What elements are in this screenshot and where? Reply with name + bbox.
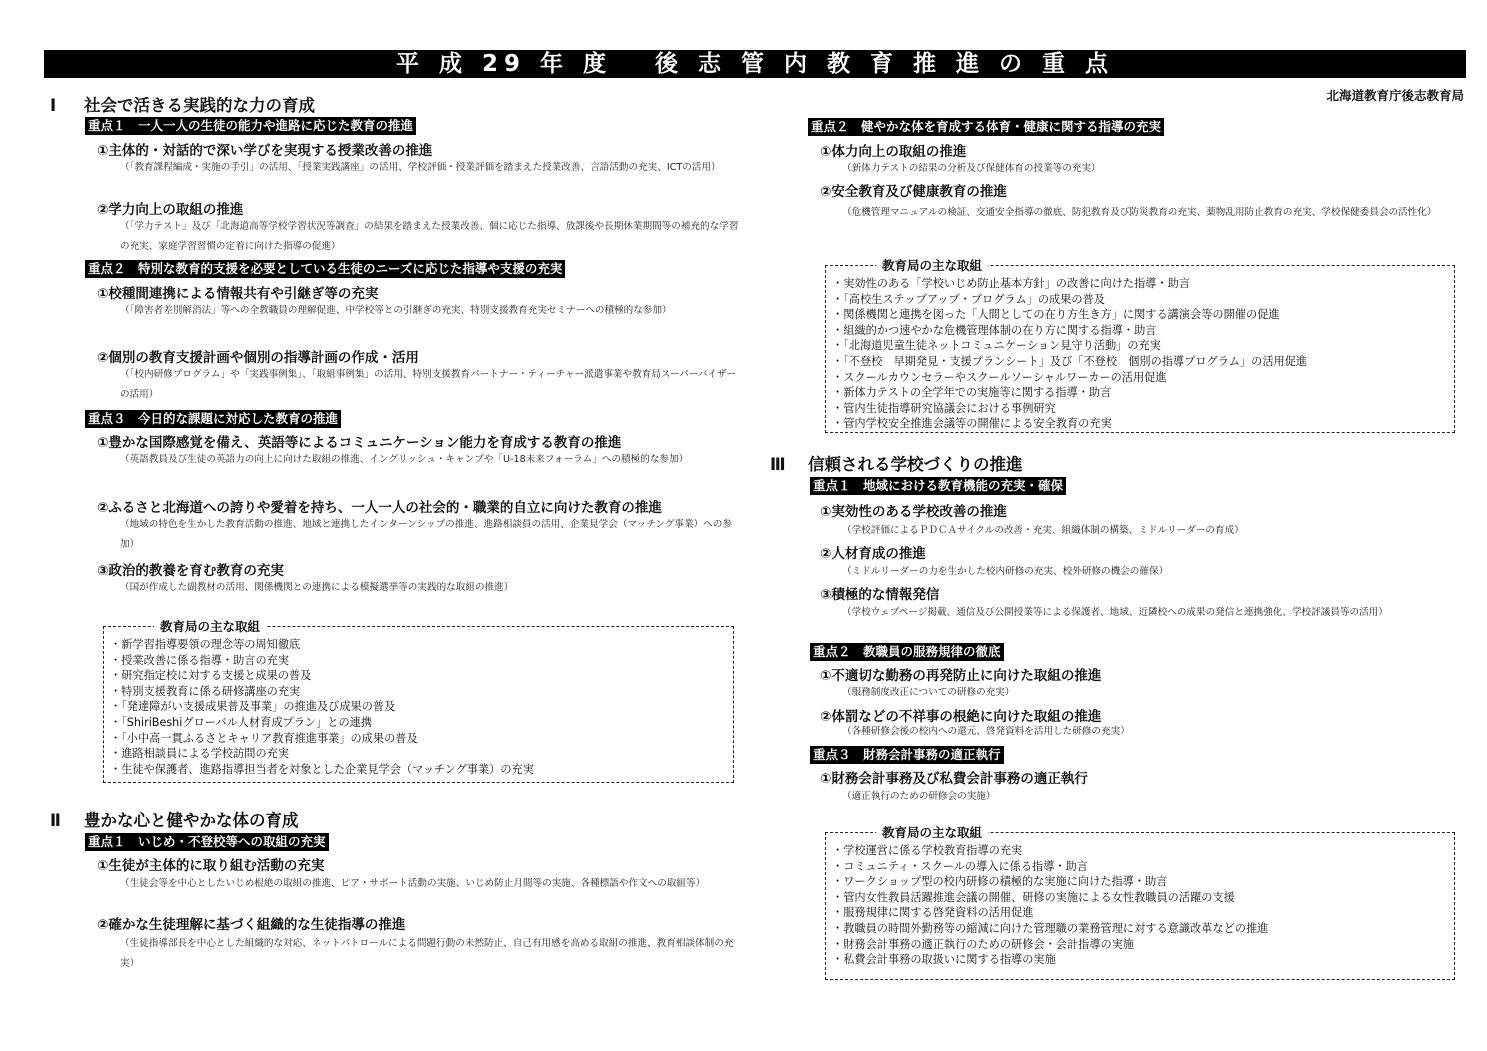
item-title: ②学力向上の取組の推進 — [97, 202, 244, 218]
item-description: （地域の特色を生かした教育活動の推進、地域と連携したインターンシップの推進、進路相談員の活用、企業見学会（マッチング事業）への参加） — [120, 519, 732, 550]
list-item: ・ スクールカウンセラーやスクールソーシャルワーカーの活用促進 — [832, 370, 1307, 386]
list-item: ・ 生徒や保護者、進路指導担当者を対象とした企業見学会（マッチング事業）の充実 — [110, 762, 534, 778]
focus-bar: 重点３ 今日的な課題に対応した教育の推進 — [85, 410, 341, 428]
section-number: Ⅱ — [50, 811, 61, 830]
list-item: ・ 授業改善に係る指導・助言の充実 — [110, 653, 534, 669]
bureau-initiatives-box — [825, 825, 1455, 980]
focus-bar: 重点２ 教職員の服務規律の徹底 — [810, 643, 1004, 661]
list-item: ・ 財務会計事務の適正執行のための研修会・会計指導の実施 — [832, 937, 1268, 953]
list-item: ・ 「ShiriBeshiグローバル人材育成プラン」との連携 — [110, 715, 534, 731]
item-description: （国が作成した副教材の活用、関係機関との連携による模擬選挙等の実践的な取組の推進） — [120, 582, 514, 593]
list-item: ・ 新学習指導要領の理念等の周知徹底 — [110, 637, 534, 653]
bureau-initiatives-box — [103, 619, 734, 783]
section-heading — [50, 807, 299, 831]
section-number: Ⅰ — [50, 96, 57, 115]
list-item: ・ 組織的かつ速やかな危機管理体制の在り方に関する指導・助言 — [832, 323, 1307, 339]
section-number: Ⅲ — [770, 455, 786, 474]
item-title: ②人材育成の推進 — [820, 546, 926, 562]
item-title: ③政治的教養を育む教育の充実 — [97, 563, 284, 579]
item-description: （英語教員及び生徒の英語力の向上に向けた取組の推進、イングリッシュ・キャンプや「U-18未来フォーラム」への積極的な参加） — [120, 454, 689, 465]
organization-name: 北海道教育庁後志教育局 — [1326, 88, 1464, 103]
item-title: ①体力向上の取組の推進 — [820, 144, 967, 160]
item-description: （生徒会等を中心としたいじめ根絶の取組の推進、ピア・サポート活動の実施、いじめ防止月間等の実施、各種標語や作文への取組等） — [120, 878, 706, 889]
section-title: 信頼される学校づくりの推進 — [808, 455, 1023, 474]
list-item: ・ 関係機関と連携を図った「人間としての在り方生き方」に関する講演会等の開催の促進 — [832, 307, 1307, 323]
bureau-initiatives-box — [825, 258, 1455, 433]
list-item: ・ 特別支援教育に係る研修講座の充実 — [110, 684, 534, 700]
item-title: ③積極的な情報発信 — [820, 587, 940, 603]
initiatives-list — [832, 276, 1307, 432]
item-description: （ミドルリーダーの力を生かした校内研修の充実、校外研修の機会の確保） — [842, 566, 1169, 577]
section-heading — [770, 451, 1023, 475]
list-item: ・ 私費会計事務の取扱いに関する指導の実施 — [832, 952, 1268, 968]
list-item: ・ 「発達障がい支援成果普及事業」の推進及び成果の普及 — [110, 699, 534, 715]
item-title: ②ふるさと北海道への誇りや愛着を持ち、一人一人の社会的・職業的自立に向けた教育の推進 — [97, 500, 662, 516]
item-description: （「学力テスト」及び「北海道高等学校学習状況等調査」の結果を踏まえた授業改善、個に応じた指導、放課後や長期休業期間等の補充的な学習の充実、家庭学習習慣の定着に向けた指導の促進） — [120, 221, 739, 252]
item-title: ①生徒が主体的に取り組む活動の充実 — [97, 858, 325, 874]
item-title: ①豊かな国際感覚を備え、英語等によるコミュニケーション能力を育成する教育の推進 — [97, 435, 622, 451]
item-description: （「教育課程編成・実施の手引」の活用、「授業実践講座」の活用、学校評価・授業評価を踏まえた授業改善、言語活動の充実、ICTの活用） — [120, 162, 721, 173]
list-item: ・ 学校運営に係る学校教育指導の充実 — [832, 843, 1268, 859]
item-description: （新体力テストの結果の分析及び保健体育の授業等の充実） — [842, 163, 1101, 174]
item-title: ①不適切な勤務の再発防止に向けた取組の推進 — [820, 668, 1102, 684]
focus-bar: 重点１ 一人一人の生徒の能力や進路に応じた教育の推進 — [85, 117, 416, 135]
focus-bar: 重点１ 地域における教育機能の充実・確保 — [810, 477, 1066, 495]
item-title: ②体罰などの不祥事の根絶に向けた取組の推進 — [820, 709, 1102, 725]
list-item: ・ ワークショップ型の校内研修の積極的な実施に向けた指導・助言 — [832, 874, 1268, 890]
list-item: ・ 研究指定校に対する支援と成果の普及 — [110, 668, 534, 684]
focus-bar: 重点３ 財務会計事務の適正執行 — [810, 746, 1004, 764]
item-title: ①校種間連携による情報共有や引継ぎ等の充実 — [97, 286, 379, 302]
list-item: ・ コミュニティ・スクールの導入に係る指導・助言 — [832, 859, 1268, 875]
item-title: ②安全教育及び健康教育の推進 — [820, 184, 1007, 200]
box-title: 教育局の主な取組 — [876, 256, 988, 274]
list-item: ・ 管内女性教員活躍推進会議の開催、研修の実施による女性教職員の活躍の支援 — [832, 890, 1268, 906]
section-title: 社会で活きる実践的な力の育成 — [84, 96, 315, 115]
item-title: ②確かな生徒理解に基づく組織的な生徒指導の推進 — [97, 917, 406, 933]
item-description: （学校ウェブページ掲載、通信及び公開授業等による保護者、地域、近隣校への成果の発信と連携強化、学校評議員等の活用） — [842, 607, 1388, 618]
initiatives-list — [832, 843, 1268, 968]
item-description: （「障害者差別解消法」等への全教職員の理解促進、中学校等との引継ぎの充実、特別支援教育充実セミナーへの積極的な参加） — [120, 305, 672, 316]
focus-bar: 重点２ 特別な教育的支援を必要としている生徒のニーズに応じた指導や支援の充実 — [85, 260, 565, 278]
item-title: ①主体的・対話的で深い学びを実現する授業改善の推進 — [97, 143, 433, 159]
list-item: ・ 「高校生ステップアップ・プログラム」の成果の普及 — [832, 292, 1307, 308]
page-title: 平 成 29 年 度 後 志 管 内 教 育 推 進 の 重 点 — [44, 50, 1466, 78]
item-description: （服務制度改正についての研修の充実） — [842, 687, 1015, 698]
list-item: ・ 管内生徒指導研究協議会における事例研究 — [832, 401, 1307, 417]
item-title: ②個別の教育支援計画や個別の指導計画の作成・活用 — [97, 350, 419, 366]
item-description: （「校内研修プログラム」や「実践事例集」、「取組事例集」の活用、特別支援教育パートナー・ティーチャー派遣事業や教育局スーパーバイザーの活用） — [120, 369, 737, 400]
item-description: （各種研修会後の校内への還元、啓発資料を活用した研修の充実） — [842, 726, 1130, 737]
list-item: ・ 「北海道児童生徒ネットコミュニケーション見守り活動」の充実 — [832, 338, 1307, 354]
list-item: ・ 新体力テストの全学年での実施等に関する指導・助言 — [832, 385, 1307, 401]
list-item: ・ 進路相談員による学校訪問の充実 — [110, 746, 534, 762]
item-title: ①財務会計事務及び私費会計事務の適正執行 — [820, 771, 1088, 787]
box-title: 教育局の主な取組 — [876, 823, 988, 841]
item-title: ①実効性のある学校改善の推進 — [820, 504, 1007, 520]
list-item: ・ 服務規律に関する啓発資料の活用促進 — [832, 905, 1268, 921]
item-description: （学校評価によるＰＤＣＡサイクルの改善・充実、組織体制の構築、ミドルリーダーの育成） — [842, 525, 1244, 536]
list-item: ・ 「小中高一貫ふるさとキャリア教育推進事業」の成果の普及 — [110, 731, 534, 747]
box-title: 教育局の主な取組 — [154, 617, 266, 635]
item-description: （適正執行のための研修会の実施） — [842, 791, 996, 802]
item-description: （危機管理マニュアルの検証、交通安全指導の徹底、防犯教育及び防災教育の充実、薬物乱用防止教育の充実、学校保健委員会の活性化） — [842, 207, 1437, 218]
section-heading — [50, 92, 315, 116]
section-title: 豊かな心と健やかな体の育成 — [84, 811, 299, 830]
list-item: ・ 「不登校 早期発見・支援プランシート」及び「不登校 個別の指導プログラム」の活用促進 — [832, 354, 1307, 370]
list-item: ・ 実効性のある「学校いじめ防止基本方針」の改善に向けた指導・助言 — [832, 276, 1307, 292]
focus-bar: 重点１ いじめ・不登校等への取組の充実 — [85, 833, 329, 851]
list-item: ・ 管内学校安全推進会議等の開催による安全教育の充実 — [832, 416, 1307, 432]
initiatives-list — [110, 637, 534, 777]
focus-bar: 重点２ 健やかな体を育成する体育・健康に関する指導の充実 — [808, 118, 1164, 136]
item-description: （生徒指導部長を中心とした組織的な対応、ネットパトロールによる問題行動の未然防止、自己有用感を高める取組の推進、教育相談体制の充実） — [120, 938, 734, 969]
list-item: ・ 教職員の時間外勤務等の縮減に向けた管理職の業務管理に対する意識改革などの推進 — [832, 921, 1268, 937]
